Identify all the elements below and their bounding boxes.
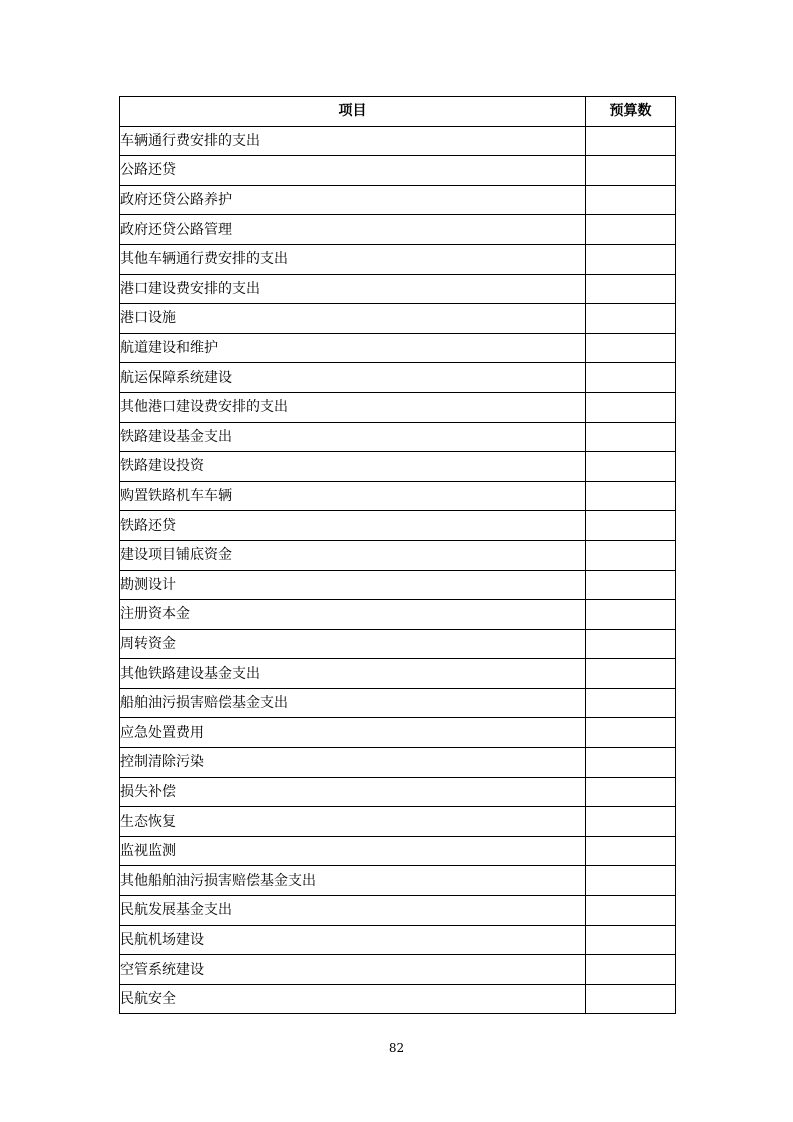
page-number: 82 bbox=[388, 1041, 405, 1055]
subitem-label: 应急处置费用 bbox=[120, 718, 586, 748]
subitem-label: 控制清除污染 bbox=[120, 748, 586, 778]
amount-cell bbox=[586, 925, 676, 955]
table-row bbox=[120, 807, 676, 837]
subitem-label: 监视监测 bbox=[120, 836, 586, 866]
subitem-label: 其他港口建设费安排的支出 bbox=[120, 392, 586, 422]
table-row bbox=[120, 925, 676, 955]
subitem-label: 其他船舶油污损害赔偿基金支出 bbox=[120, 866, 586, 896]
amount-cell bbox=[586, 866, 676, 896]
amount-cell bbox=[586, 718, 676, 748]
category-label: 船舶油污损害赔偿基金支出 bbox=[120, 688, 586, 718]
table-row bbox=[120, 748, 676, 778]
subitem-label: 购置铁路机车车辆 bbox=[120, 481, 586, 511]
subitem-label: 注册资本金 bbox=[120, 600, 586, 630]
amount-cell bbox=[586, 333, 676, 363]
header-row bbox=[120, 97, 676, 127]
amount-cell bbox=[586, 422, 676, 452]
amount-cell bbox=[586, 274, 676, 304]
table-row bbox=[120, 659, 676, 689]
amount-cell bbox=[586, 481, 676, 511]
table-row bbox=[120, 866, 676, 896]
table-header bbox=[120, 97, 676, 127]
subitem-label: 航道建设和维护 bbox=[120, 333, 586, 363]
category-label: 铁路建设基金支出 bbox=[120, 422, 586, 452]
table-row bbox=[120, 156, 676, 186]
subitem-label: 民航机场建设 bbox=[120, 925, 586, 955]
table-row bbox=[120, 836, 676, 866]
table-row bbox=[120, 540, 676, 570]
table-row bbox=[120, 274, 676, 304]
table-body bbox=[120, 126, 676, 1014]
table-row bbox=[120, 688, 676, 718]
category-label: 车辆通行费安排的支出 bbox=[120, 126, 586, 156]
table-row bbox=[120, 896, 676, 926]
amount-cell bbox=[586, 955, 676, 985]
table-row bbox=[120, 570, 676, 600]
amount-cell bbox=[586, 392, 676, 422]
amount-cell bbox=[586, 600, 676, 630]
table-row bbox=[120, 244, 676, 274]
amount-cell bbox=[586, 570, 676, 600]
subitem-label: 公路还贷 bbox=[120, 156, 586, 186]
subitem-label: 港口设施 bbox=[120, 304, 586, 334]
table-row bbox=[120, 126, 676, 156]
table-row bbox=[120, 452, 676, 482]
amount-cell bbox=[586, 244, 676, 274]
amount-cell bbox=[586, 659, 676, 689]
budget-table bbox=[119, 96, 676, 1014]
amount-cell bbox=[586, 896, 676, 926]
table-row bbox=[120, 984, 676, 1014]
amount-cell bbox=[586, 215, 676, 245]
table-row bbox=[120, 215, 676, 245]
subitem-label: 周转资金 bbox=[120, 629, 586, 659]
amount-cell bbox=[586, 629, 676, 659]
amount-cell bbox=[586, 836, 676, 866]
table-row bbox=[120, 511, 676, 541]
amount-cell bbox=[586, 511, 676, 541]
subitem-label: 政府还贷公路管理 bbox=[120, 215, 586, 245]
amount-cell bbox=[586, 748, 676, 778]
amount-cell bbox=[586, 807, 676, 837]
subitem-label: 航运保障系统建设 bbox=[120, 363, 586, 393]
subitem-label: 铁路建设投资 bbox=[120, 452, 586, 482]
subitem-label: 其他铁路建设基金支出 bbox=[120, 659, 586, 689]
subitem-label: 民航安全 bbox=[120, 984, 586, 1014]
amount-cell bbox=[586, 185, 676, 215]
table-row bbox=[120, 363, 676, 393]
amount-cell bbox=[586, 156, 676, 186]
subitem-label: 勘测设计 bbox=[120, 570, 586, 600]
amount-cell bbox=[586, 540, 676, 570]
amount-column-header: 预算数 bbox=[586, 97, 676, 127]
table-row bbox=[120, 629, 676, 659]
table-row bbox=[120, 392, 676, 422]
subitem-label: 铁路还贷 bbox=[120, 511, 586, 541]
table-row bbox=[120, 955, 676, 985]
amount-cell bbox=[586, 777, 676, 807]
table-row bbox=[120, 777, 676, 807]
amount-cell bbox=[586, 984, 676, 1014]
subitem-label: 损失补偿 bbox=[120, 777, 586, 807]
subitem-label: 生态恢复 bbox=[120, 807, 586, 837]
table-row bbox=[120, 718, 676, 748]
amount-cell bbox=[586, 688, 676, 718]
category-label: 港口建设费安排的支出 bbox=[120, 274, 586, 304]
amount-cell bbox=[586, 452, 676, 482]
table-row bbox=[120, 481, 676, 511]
table-row bbox=[120, 185, 676, 215]
category-label: 民航发展基金支出 bbox=[120, 896, 586, 926]
table-row bbox=[120, 304, 676, 334]
table-row bbox=[120, 600, 676, 630]
table-row bbox=[120, 422, 676, 452]
amount-cell bbox=[586, 363, 676, 393]
subitem-label: 建设项目铺底资金 bbox=[120, 540, 586, 570]
subitem-label: 政府还贷公路养护 bbox=[120, 185, 586, 215]
amount-cell bbox=[586, 126, 676, 156]
item-column-header: 项目 bbox=[120, 97, 586, 127]
subitem-label: 空管系统建设 bbox=[120, 955, 586, 985]
subitem-label: 其他车辆通行费安排的支出 bbox=[120, 244, 586, 274]
table-row bbox=[120, 333, 676, 363]
amount-cell bbox=[586, 304, 676, 334]
